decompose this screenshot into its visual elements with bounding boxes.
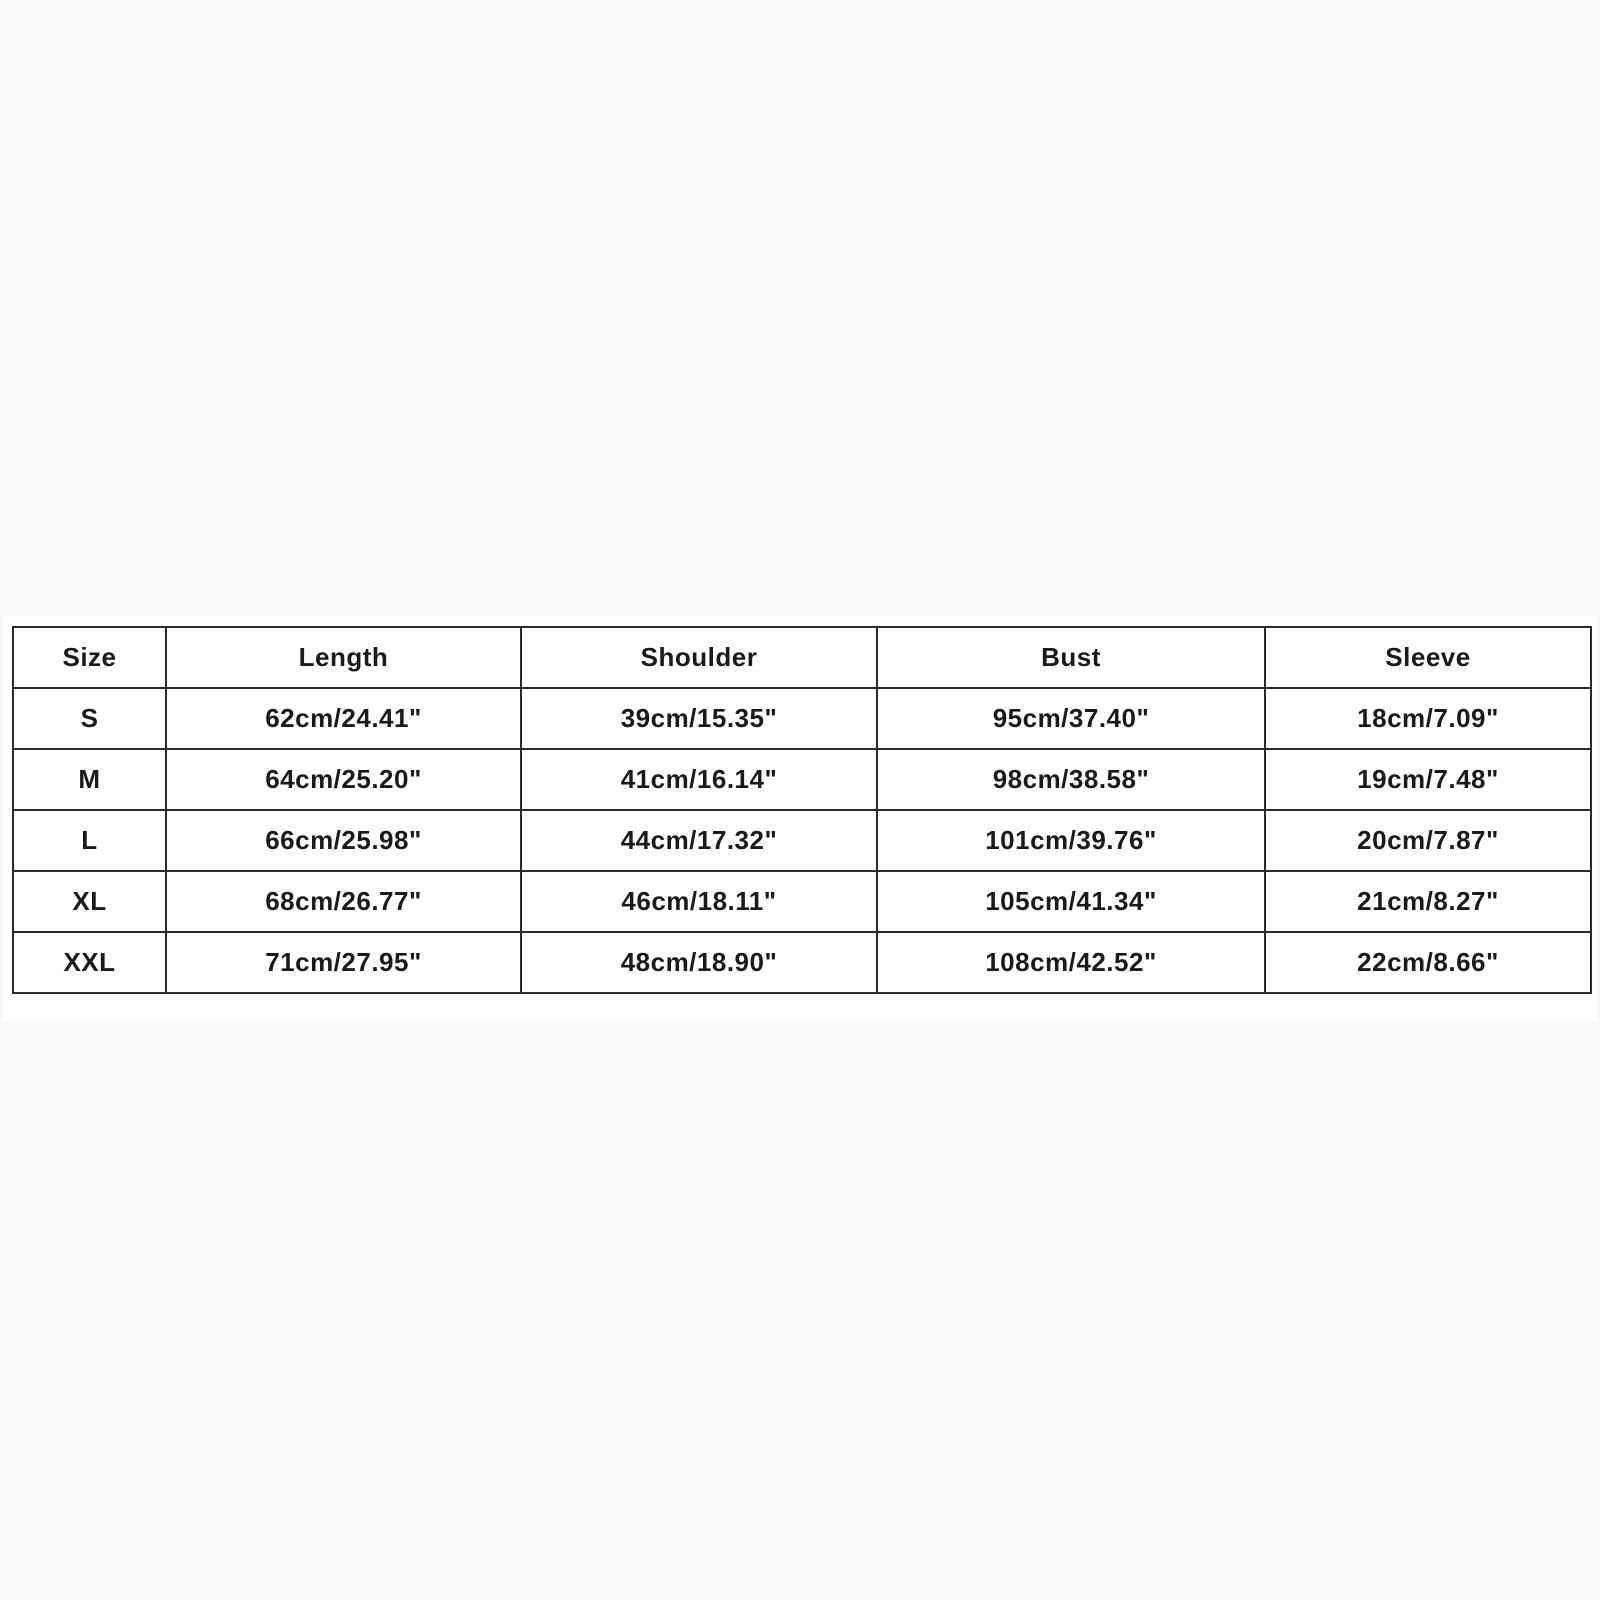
cell-bust: 95cm/37.40": [877, 688, 1265, 749]
cell-length: 68cm/26.77": [166, 871, 521, 932]
size-chart-table: [12, 626, 1592, 994]
cell-shoulder: 41cm/16.14": [521, 749, 877, 810]
table-row: [13, 810, 1591, 871]
header-row: [13, 627, 1591, 688]
cell-sleeve: 19cm/7.48": [1265, 749, 1591, 810]
cell-bust: 105cm/41.34": [877, 871, 1265, 932]
cell-length: 71cm/27.95": [166, 932, 521, 993]
cell-sleeve: 18cm/7.09": [1265, 688, 1591, 749]
table-row: [13, 688, 1591, 749]
cell-length: 62cm/24.41": [166, 688, 521, 749]
cell-bust: 101cm/39.76": [877, 810, 1265, 871]
cell-bust: 98cm/38.58": [877, 749, 1265, 810]
cell-sleeve: 22cm/8.66": [1265, 932, 1591, 993]
header-size: Size: [13, 627, 166, 688]
cell-shoulder: 44cm/17.32": [521, 810, 877, 871]
header-shoulder: Shoulder: [521, 627, 877, 688]
table-row: [13, 871, 1591, 932]
cell-size: L: [13, 810, 166, 871]
table-row: [13, 932, 1591, 993]
cell-bust: 108cm/42.52": [877, 932, 1265, 993]
table-row: [13, 749, 1591, 810]
cell-shoulder: 48cm/18.90": [521, 932, 877, 993]
cell-size: M: [13, 749, 166, 810]
header-bust: Bust: [877, 627, 1265, 688]
cell-size: XXL: [13, 932, 166, 993]
cell-shoulder: 46cm/18.11": [521, 871, 877, 932]
cell-sleeve: 20cm/7.87": [1265, 810, 1591, 871]
cell-size: XL: [13, 871, 166, 932]
header-sleeve: Sleeve: [1265, 627, 1591, 688]
cell-sleeve: 21cm/8.27": [1265, 871, 1591, 932]
cell-length: 66cm/25.98": [166, 810, 521, 871]
header-length: Length: [166, 627, 521, 688]
cell-size: S: [13, 688, 166, 749]
cell-length: 64cm/25.20": [166, 749, 521, 810]
cell-shoulder: 39cm/15.35": [521, 688, 877, 749]
